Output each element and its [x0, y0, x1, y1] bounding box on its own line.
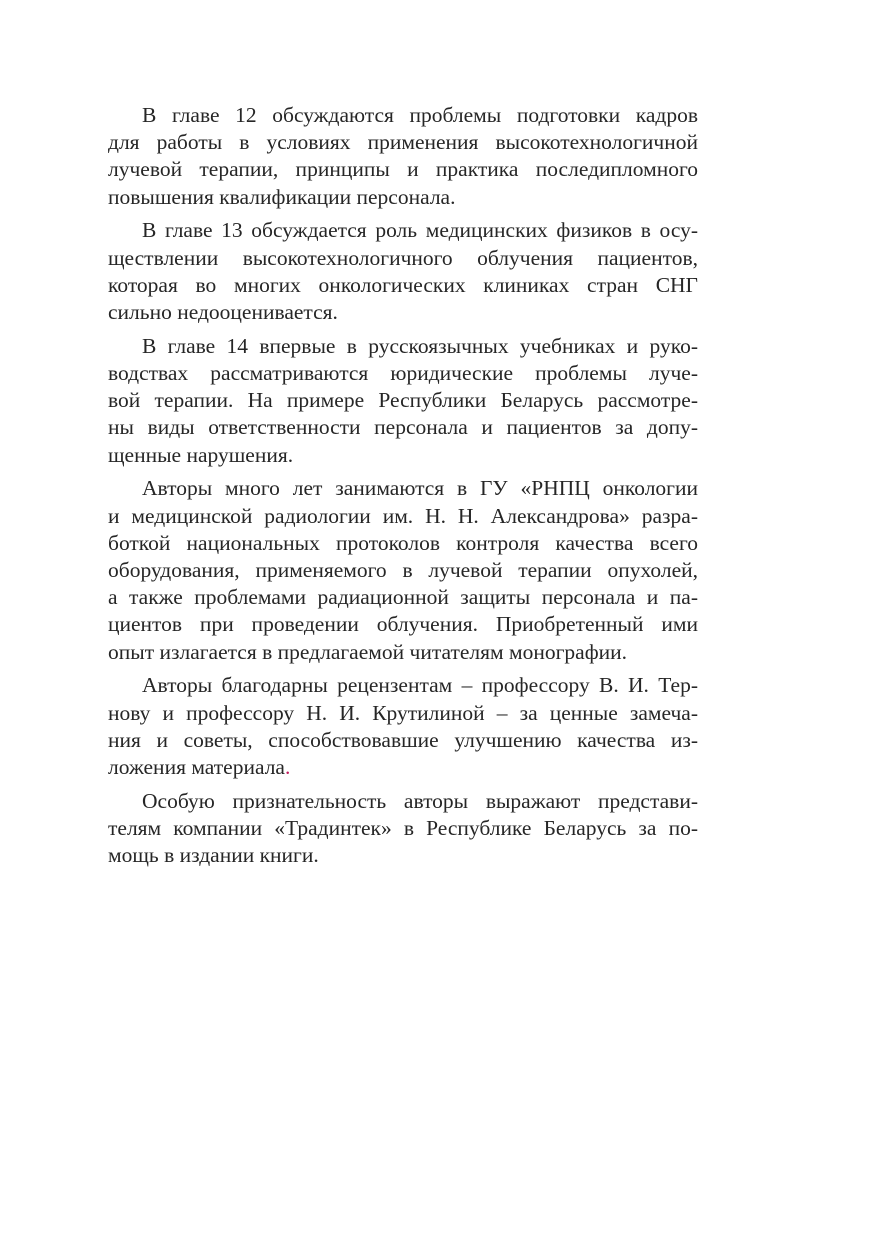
accent-period: . — [284, 755, 291, 780]
paragraph-chapter-12 — [108, 102, 698, 211]
text-line: лучевой терапии, принципы и практика последипломного — [108, 157, 698, 182]
text-line: сильно недооценивается. — [108, 300, 338, 325]
text-line — [108, 754, 698, 781]
text-line: ны виды ответственности персонала и пациентов за допу- — [108, 415, 698, 440]
text-line-content: ложения материала — [108, 755, 285, 780]
text-line: которая во многих онкологических клиниках стран СНГ — [108, 272, 698, 297]
text-line: циентов при проведении облучения. Приобретенный ими — [108, 612, 698, 637]
text-line: В главе 12 обсуждаются проблемы подготовки кадров — [142, 103, 698, 127]
paragraph-chapter-13 — [108, 217, 698, 326]
text-line: боткой национальных протоколов контроля качества всего — [108, 530, 698, 555]
text-line: оборудования, применяемого в лучевой терапии опухолей, — [108, 558, 698, 583]
text-line: опыт излагается в предлагаемой читателям монографии. — [108, 639, 628, 664]
paragraph-acknowledgement-company — [108, 788, 698, 870]
text-line: Авторы много лет занимаются в ГУ «РНПЦ онкологии — [142, 476, 698, 501]
text-line: щенные нарушения. — [108, 442, 294, 467]
body-text — [108, 102, 698, 876]
text-line: телям компании «Традинтек» в Республике Беларусь за по- — [108, 816, 698, 841]
text-line: для работы в условиях применения высокотехнологичной — [108, 130, 698, 155]
text-line: повышения квалификации персонала. — [108, 184, 456, 209]
text-line: вой терапии. На примере Республики Беларусь рассмотре- — [108, 388, 698, 413]
paragraph-authors-work — [108, 475, 698, 665]
text-line: В главе 13 обсуждается роль медицинских физиков в осу- — [142, 218, 698, 243]
text-line: нову и профессору Н. И. Крутилиной – за ценные замеча- — [108, 700, 698, 725]
text-line: ния и советы, способствовавшие улучшению качества из- — [108, 727, 698, 752]
text-line: ществлении высокотехнологичного облучения пациентов, — [108, 245, 698, 270]
paragraph-chapter-14 — [108, 333, 698, 469]
text-line: а также проблемами радиационной защиты персонала и па- — [108, 585, 698, 610]
text-line: мощь в издании книги. — [108, 843, 319, 868]
text-line: Авторы благодарны рецензентам – профессору В. И. Тер- — [142, 673, 698, 698]
text-line: водствах рассматриваются юридические проблемы луче- — [108, 361, 698, 386]
paragraph-acknowledgement-reviewers — [108, 672, 698, 781]
text-line: В главе 14 впервые в русскоязычных учебниках и руко- — [142, 333, 698, 358]
text-line: Особую признательность авторы выражают представи- — [142, 788, 698, 813]
text-line: и медицинской радиологии им. Н. Н. Александрова» разра- — [108, 503, 698, 528]
